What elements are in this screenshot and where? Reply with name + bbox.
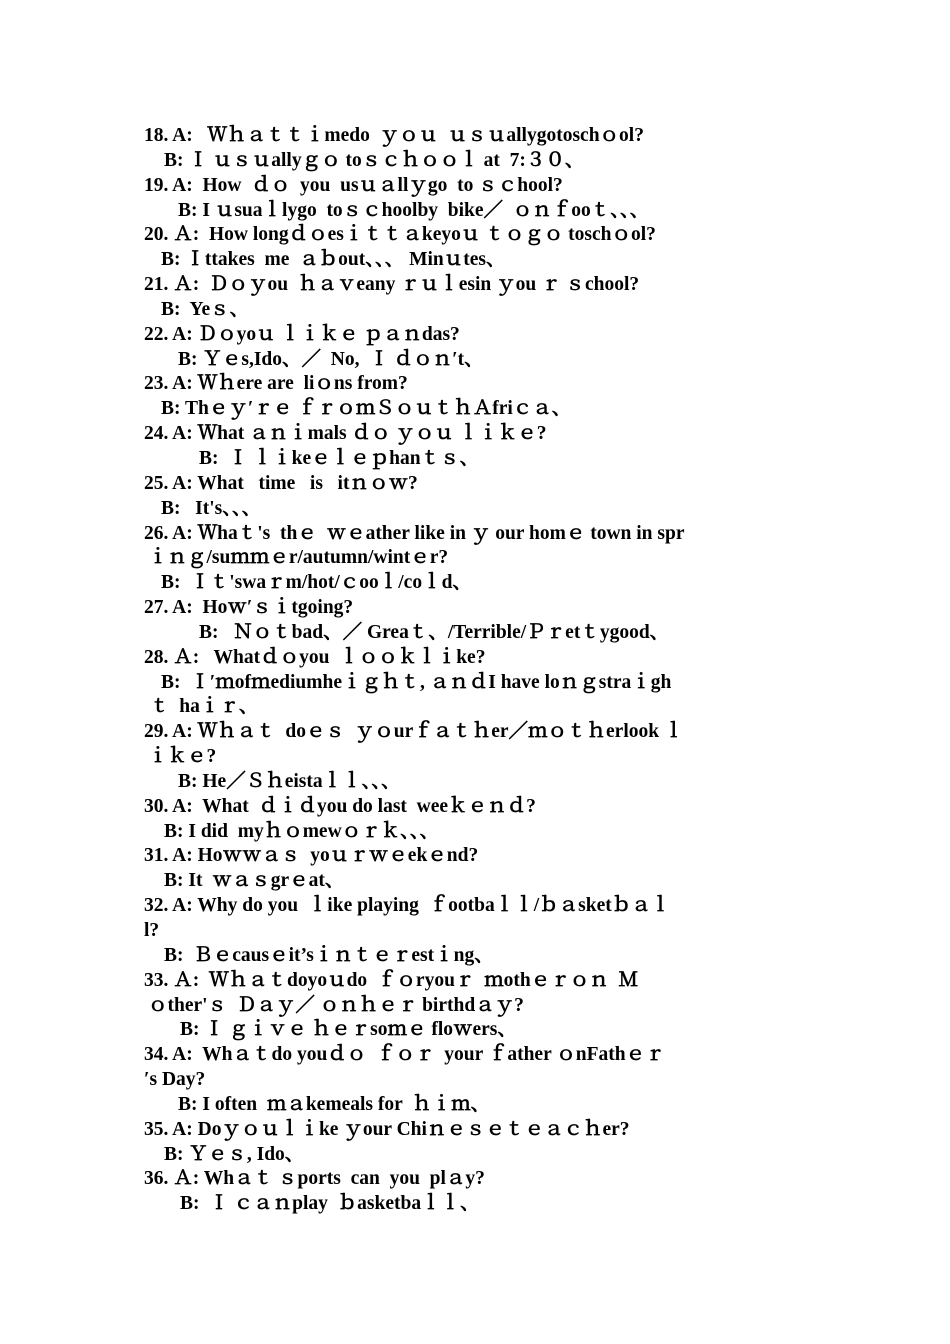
dialogue-line: 22. A: Ｄｏyoｕ ｌｉｋｅ ｐａｎdas? [144,323,460,345]
dialogue-line: B: Ｉ ｃａｎplay ｂasketbaｌｌ、 [180,1193,480,1215]
dialogue-line: B: He／Ｓｈeistaｌｌ、、、 [178,770,401,792]
dialogue-line: B: I often ｍａkemeals for ｈｉｍ、 [178,1093,491,1115]
dialogue-line: B: Ｉ ｇｉｖｅ ｈｅｒsoｍｅ floｗers、 [180,1019,517,1041]
dialogue-list [144,124,816,1217]
dialogue-line: 30. A: What ｄｉｄyou do last weeｋｅｎｄ? [144,795,536,817]
dialogue-line: B: It's、、、 [161,497,262,519]
dialogue-line: B: I ｕsuaｌlygo toｓｃhoolby bike／ ｏｎｆooｔ、、、 [178,199,650,221]
dialogue-line: B: Ｉttakes me ａｂout、、、 Minｕtes、 [161,249,506,271]
dialogue-line: 27. A: Hoｗ′ｓｉtgoing? [144,597,354,619]
dialogue-line: 20. Ａ: How longｄｏesｉｔｔａkeyoｕ ｔｏｇｏ toschｏol? [144,224,656,246]
dialogue-line: 23. A: Ｗｈere are liｏns from? [144,373,408,395]
dialogue-line: 25. A: What time is itｎｏｗ? [144,472,418,494]
dialogue-line: 24. A: Ｗhat ａｎｉmals ｄｏ ｙｏｕ ｌｉｋｅ? [144,423,547,445]
dialogue-line: B: I did myｈｏmewｏｒｋ、、、 [164,820,440,842]
dialogue-line: l? [144,920,160,941]
dialogue-line: ｔ haｉｒ、 [150,696,259,718]
dialogue-line: ｏther'ｓ Ｄａｙ／ ｏｎｈｅｒ birthdａｙ? [148,994,524,1016]
dialogue-line: B: Ｂｅcausｅit’sｉｎｔｅｒestｉng、 [164,944,494,966]
dialogue-line: B: Ｉ′ｍofｍediumheｉｇｈｔ, ａｎｄI have loｎｇstraｉgh [161,671,672,693]
dialogue-line: 29. A: Ｗｈａｔ doｅｓ ｙｏurｆａｔｈer／ｍｏｔｈerlook ｌ [144,721,684,743]
dialogue-line: 31. A: Hoｗｗａｓ yoｕｒｗｅekｅnd? [144,845,479,867]
dialogue-line: 32. A: Why do you ｌike playing ｆootbaｌｌ/ｂａsketｂａｌ [144,895,671,917]
dialogue-line: B: It ｗａｓgrｅat、 [164,870,345,892]
dialogue-line: B: Ｙｅｓ, Ido、 [164,1143,305,1165]
dialogue-line: B: Ｙｅs,Ido、／ No, Ｉ ｄｏｎ′t、 [178,348,484,370]
dialogue-line: 34. A: Whａｔdo youｄｏ ｆｏｒ your ｆather ｏnFathｅｒ [144,1044,665,1066]
dialogue-line: ′s Day? [144,1069,206,1091]
dialogue-line: 36. Ａ: Whａｔ ｓports can you plａy? [144,1168,485,1190]
dialogue-line: B: Ｉ ｕｓｕallyｇｏ toｓｃｈｏｏｌ at 7:３０、 [164,149,585,171]
dialogue-line: 18. A: Ｗｈａｔｔｉmedo ｙｏｕ ｕｓｕallygotoschｏol? [144,125,644,146]
dialogue-line: ｉｎｇ/suｍｍｅr/autumn/wintｅr? [148,547,449,569]
dialogue-line: B: Ｉ ｌｉkeｅｌｅｐhanｔｓ、 [199,447,480,469]
dialogue-line: 33. Ａ: Ｗｈａｔdoyoｕdo ｆｏryouｒ ｍothｅｒｏｎ Ｍ [144,969,639,991]
dialogue-line: B: Yeｓ、 [161,298,250,320]
dialogue-line: 26. A: Ｗhaｔ's thｅ ｗｅather like in ｙ our homｅ town in spr [144,522,685,544]
dialogue-line: B: Ｉｔ'swaｒm/hot/ｃooｌ/coｌd、 [161,572,472,594]
dialogue-line: 35. A: Doｙｏｕｌｉke ｙour Chiｎｅｓｅｔｅａｃｈer? [144,1118,630,1140]
dialogue-line: B: Thｅｙ′ｒｅ ｆｒｏｍＳｏｕｔｈＡfriｃａ、 [161,398,572,420]
dialogue-line: B: Ｎｏｔbad、／ Greaｔ、/Terrible/Ｐｒetｔygood、 [199,621,670,643]
dialogue-line: 21. Ａ: Ｄｏｙou ｈａｖeany ｒｕｌesin ｙou ｒ ｓchool? [144,274,640,296]
dialogue-line: 28. Ａ: Whatｄｏyou ｌｏｏｋｌｉke? [144,646,486,668]
dialogue-line: ｉｋｅ? [148,746,217,768]
dialogue-line: 19. A: How ｄｏ you usｕａllｙgo to ｓｃhool? [144,174,563,196]
